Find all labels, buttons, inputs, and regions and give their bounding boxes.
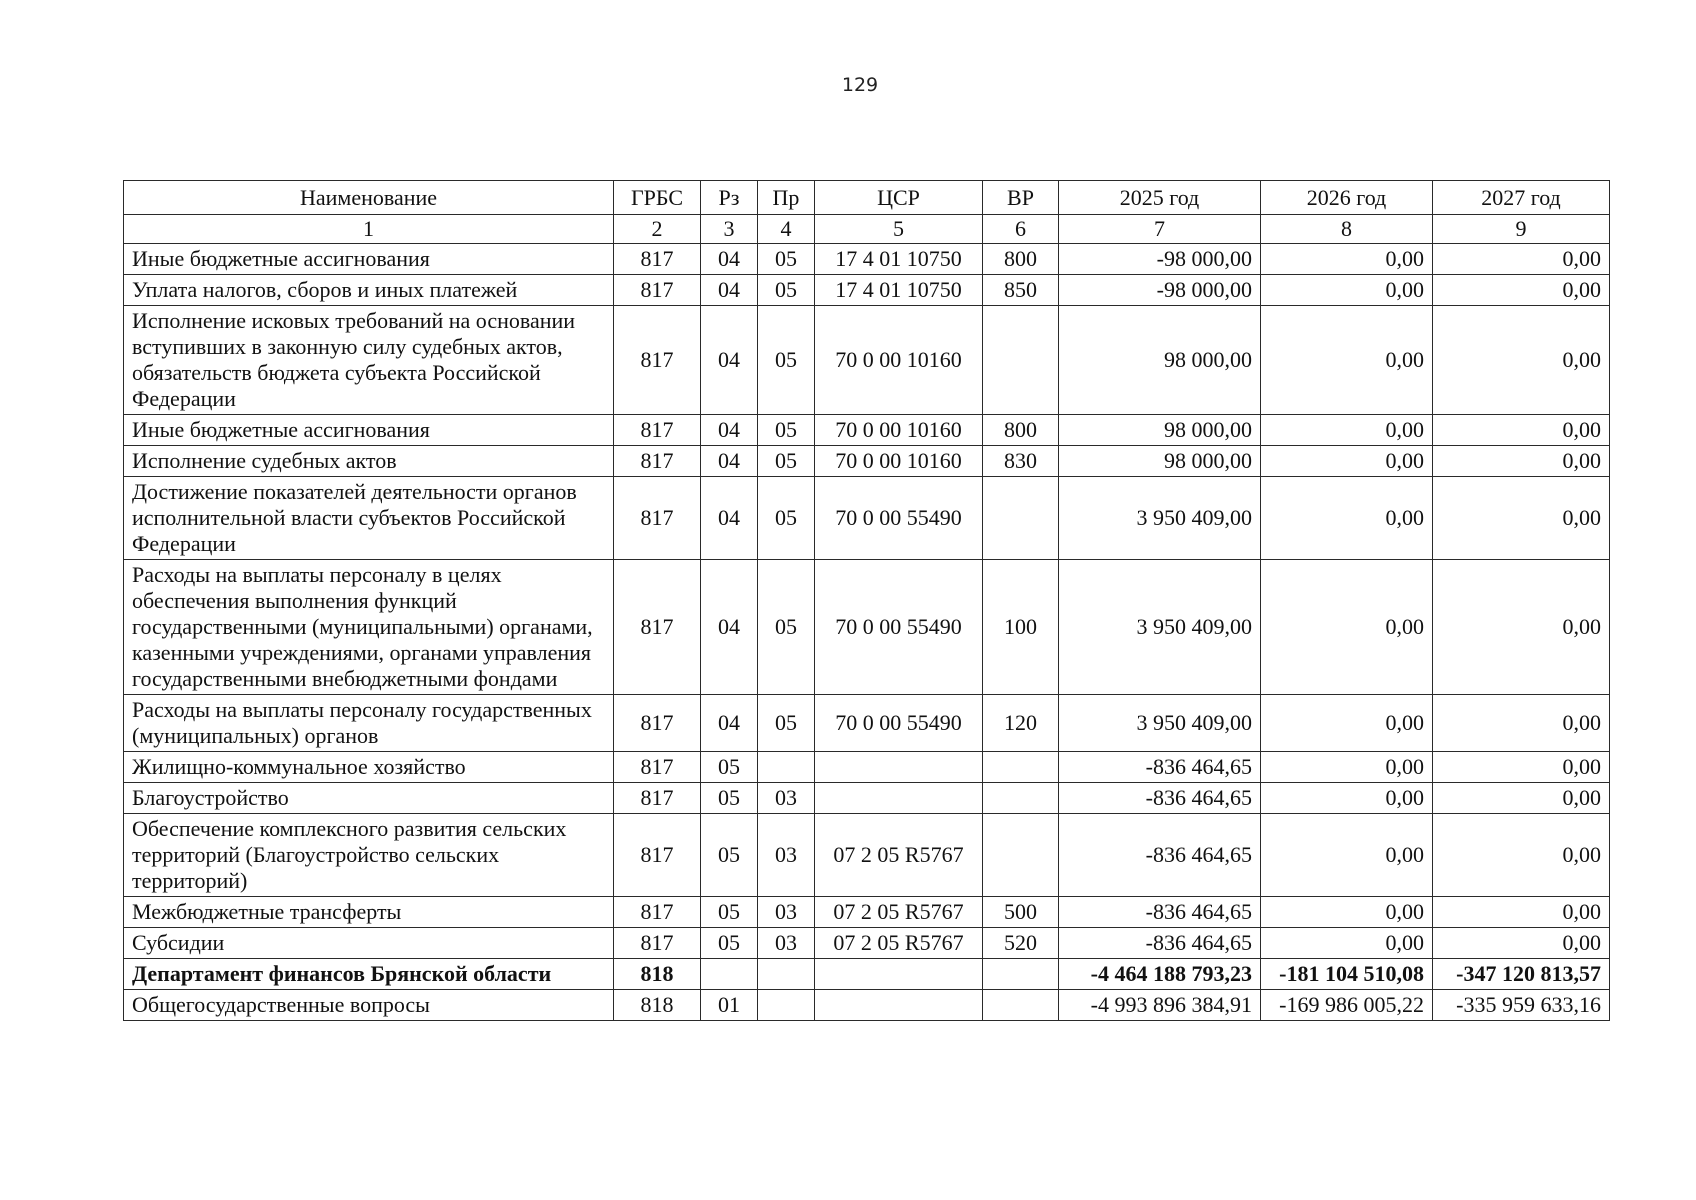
cell-name: Исполнение исковых требований на основании вступивших в законную силу судебных актов, обязательств бюджета субъекта Российской Федерации: [124, 306, 614, 415]
cell-pr: 03: [758, 897, 815, 928]
column-number: 5: [815, 215, 983, 244]
cell-grbs: 817: [614, 560, 701, 695]
cell-grbs: 817: [614, 783, 701, 814]
table-row: [124, 477, 1610, 560]
cell-vr: [983, 959, 1059, 990]
cell-rz: 05: [701, 897, 758, 928]
cell-csr: [815, 959, 983, 990]
cell-rz: 04: [701, 477, 758, 560]
column-numbers-row: [124, 215, 1610, 244]
cell-rz: 05: [701, 752, 758, 783]
header-grbs: ГРБС: [614, 181, 701, 215]
cell-2026: 0,00: [1261, 814, 1433, 897]
cell-csr: 07 2 05 R5767: [815, 897, 983, 928]
cell-vr: 100: [983, 560, 1059, 695]
cell-name: Департамент финансов Брянской области: [124, 959, 614, 990]
cell-rz: 05: [701, 928, 758, 959]
cell-csr: 70 0 00 10160: [815, 306, 983, 415]
cell-vr: [983, 477, 1059, 560]
cell-2025: -836 464,65: [1059, 752, 1261, 783]
cell-2026: -169 986 005,22: [1261, 990, 1433, 1021]
cell-grbs: 818: [614, 959, 701, 990]
cell-2027: 0,00: [1433, 446, 1610, 477]
table-row: [124, 560, 1610, 695]
table-row: [124, 306, 1610, 415]
cell-2026: 0,00: [1261, 695, 1433, 752]
cell-rz: 01: [701, 990, 758, 1021]
cell-rz: [701, 959, 758, 990]
budget-table: [123, 180, 1610, 1021]
column-number: 2: [614, 215, 701, 244]
page-number: 129: [841, 74, 879, 96]
cell-csr: [815, 752, 983, 783]
cell-rz: 04: [701, 695, 758, 752]
cell-csr: [815, 783, 983, 814]
cell-2025: -836 464,65: [1059, 928, 1261, 959]
table-row: [124, 959, 1610, 990]
cell-pr: [758, 752, 815, 783]
table-row: [124, 446, 1610, 477]
header-name: Наименование: [124, 181, 614, 215]
cell-2027: 0,00: [1433, 814, 1610, 897]
cell-grbs: 817: [614, 306, 701, 415]
table-row: [124, 814, 1610, 897]
cell-2026: 0,00: [1261, 415, 1433, 446]
cell-name: Межбюджетные трансферты: [124, 897, 614, 928]
cell-pr: 03: [758, 783, 815, 814]
cell-2025: 3 950 409,00: [1059, 477, 1261, 560]
cell-2026: 0,00: [1261, 275, 1433, 306]
cell-pr: 03: [758, 928, 815, 959]
cell-2025: 98 000,00: [1059, 306, 1261, 415]
cell-pr: 05: [758, 306, 815, 415]
cell-vr: 830: [983, 446, 1059, 477]
cell-name: Жилищно-коммунальное хозяйство: [124, 752, 614, 783]
cell-pr: 05: [758, 477, 815, 560]
cell-pr: [758, 959, 815, 990]
cell-2026: 0,00: [1261, 897, 1433, 928]
table-row: [124, 752, 1610, 783]
cell-2027: 0,00: [1433, 783, 1610, 814]
cell-grbs: 817: [614, 477, 701, 560]
cell-vr: [983, 306, 1059, 415]
header-rz: Рз: [701, 181, 758, 215]
cell-rz: 04: [701, 560, 758, 695]
cell-2026: 0,00: [1261, 560, 1433, 695]
column-number: 1: [124, 215, 614, 244]
cell-2025: -98 000,00: [1059, 244, 1261, 275]
table-row: [124, 928, 1610, 959]
table-row: [124, 244, 1610, 275]
header-vr: ВР: [983, 181, 1059, 215]
cell-2026: 0,00: [1261, 244, 1433, 275]
table-body: [124, 244, 1610, 1021]
cell-2025: -4 993 896 384,91: [1059, 990, 1261, 1021]
cell-2026: 0,00: [1261, 783, 1433, 814]
cell-pr: 03: [758, 814, 815, 897]
cell-vr: 520: [983, 928, 1059, 959]
cell-2025: 98 000,00: [1059, 446, 1261, 477]
cell-grbs: 817: [614, 244, 701, 275]
cell-2026: 0,00: [1261, 446, 1433, 477]
cell-2026: 0,00: [1261, 752, 1433, 783]
cell-grbs: 817: [614, 695, 701, 752]
cell-pr: 05: [758, 244, 815, 275]
cell-2025: 98 000,00: [1059, 415, 1261, 446]
cell-name: Обеспечение комплексного развития сельских территорий (Благоустройство сельских территорий): [124, 814, 614, 897]
cell-rz: 04: [701, 244, 758, 275]
header-pr: Пр: [758, 181, 815, 215]
cell-2027: 0,00: [1433, 306, 1610, 415]
cell-2027: -335 959 633,16: [1433, 990, 1610, 1021]
cell-rz: 04: [701, 306, 758, 415]
header-csr: ЦСР: [815, 181, 983, 215]
cell-name: Субсидии: [124, 928, 614, 959]
cell-pr: 05: [758, 415, 815, 446]
cell-grbs: 817: [614, 275, 701, 306]
cell-vr: 500: [983, 897, 1059, 928]
cell-2027: -347 120 813,57: [1433, 959, 1610, 990]
column-number: 3: [701, 215, 758, 244]
cell-2025: -98 000,00: [1059, 275, 1261, 306]
column-number: 6: [983, 215, 1059, 244]
cell-vr: [983, 752, 1059, 783]
cell-2026: 0,00: [1261, 306, 1433, 415]
cell-grbs: 817: [614, 928, 701, 959]
cell-name: Общегосударственные вопросы: [124, 990, 614, 1021]
cell-grbs: 817: [614, 752, 701, 783]
cell-pr: 05: [758, 446, 815, 477]
cell-name: Расходы на выплаты персоналу в целях обеспечения выполнения функций государственными (муниципальными) органами, казенными учреждениями, органами управления государственными внебюджетными фондами: [124, 560, 614, 695]
cell-2027: 0,00: [1433, 560, 1610, 695]
cell-vr: [983, 990, 1059, 1021]
cell-name: Исполнение судебных актов: [124, 446, 614, 477]
cell-2027: 0,00: [1433, 275, 1610, 306]
table-row: [124, 275, 1610, 306]
cell-vr: 800: [983, 244, 1059, 275]
cell-vr: 120: [983, 695, 1059, 752]
cell-2026: -181 104 510,08: [1261, 959, 1433, 990]
cell-csr: 70 0 00 55490: [815, 477, 983, 560]
column-number: 9: [1433, 215, 1610, 244]
cell-name: Иные бюджетные ассигнования: [124, 415, 614, 446]
cell-2027: 0,00: [1433, 415, 1610, 446]
cell-2027: 0,00: [1433, 695, 1610, 752]
cell-csr: 70 0 00 55490: [815, 560, 983, 695]
cell-2025: 3 950 409,00: [1059, 695, 1261, 752]
cell-csr: [815, 990, 983, 1021]
cell-grbs: 817: [614, 897, 701, 928]
cell-rz: 04: [701, 415, 758, 446]
cell-grbs: 817: [614, 415, 701, 446]
cell-rz: 04: [701, 446, 758, 477]
cell-2025: -836 464,65: [1059, 897, 1261, 928]
cell-csr: 17 4 01 10750: [815, 275, 983, 306]
cell-rz: 04: [701, 275, 758, 306]
cell-csr: 70 0 00 10160: [815, 446, 983, 477]
cell-2027: 0,00: [1433, 477, 1610, 560]
cell-2027: 0,00: [1433, 897, 1610, 928]
cell-pr: [758, 990, 815, 1021]
cell-2025: 3 950 409,00: [1059, 560, 1261, 695]
table-row: [124, 783, 1610, 814]
cell-2027: 0,00: [1433, 928, 1610, 959]
cell-name: Расходы на выплаты персоналу государственных (муниципальных) органов: [124, 695, 614, 752]
cell-2025: -836 464,65: [1059, 783, 1261, 814]
column-number: 7: [1059, 215, 1261, 244]
header-2025: 2025 год: [1059, 181, 1261, 215]
table-row: [124, 897, 1610, 928]
cell-name: Иные бюджетные ассигнования: [124, 244, 614, 275]
cell-2025: -836 464,65: [1059, 814, 1261, 897]
cell-name: Благоустройство: [124, 783, 614, 814]
cell-rz: 05: [701, 814, 758, 897]
cell-name: Достижение показателей деятельности органов исполнительной власти субъектов Российской Федерации: [124, 477, 614, 560]
cell-name: Уплата налогов, сборов и иных платежей: [124, 275, 614, 306]
cell-csr: 07 2 05 R5767: [815, 928, 983, 959]
header-2026: 2026 год: [1261, 181, 1433, 215]
cell-pr: 05: [758, 695, 815, 752]
table-row: [124, 695, 1610, 752]
cell-2026: 0,00: [1261, 928, 1433, 959]
column-number: 4: [758, 215, 815, 244]
cell-2026: 0,00: [1261, 477, 1433, 560]
cell-vr: [983, 783, 1059, 814]
cell-csr: 07 2 05 R5767: [815, 814, 983, 897]
cell-vr: 800: [983, 415, 1059, 446]
table-row: [124, 990, 1610, 1021]
cell-csr: 17 4 01 10750: [815, 244, 983, 275]
table-row: [124, 415, 1610, 446]
cell-vr: [983, 814, 1059, 897]
cell-csr: 70 0 00 10160: [815, 415, 983, 446]
cell-2025: -4 464 188 793,23: [1059, 959, 1261, 990]
header-2027: 2027 год: [1433, 181, 1610, 215]
cell-vr: 850: [983, 275, 1059, 306]
cell-2027: 0,00: [1433, 244, 1610, 275]
cell-pr: 05: [758, 275, 815, 306]
cell-2027: 0,00: [1433, 752, 1610, 783]
cell-grbs: 817: [614, 814, 701, 897]
cell-csr: 70 0 00 55490: [815, 695, 983, 752]
cell-grbs: 817: [614, 446, 701, 477]
header-row: [124, 181, 1610, 215]
cell-grbs: 818: [614, 990, 701, 1021]
cell-rz: 05: [701, 783, 758, 814]
cell-pr: 05: [758, 560, 815, 695]
column-number: 8: [1261, 215, 1433, 244]
